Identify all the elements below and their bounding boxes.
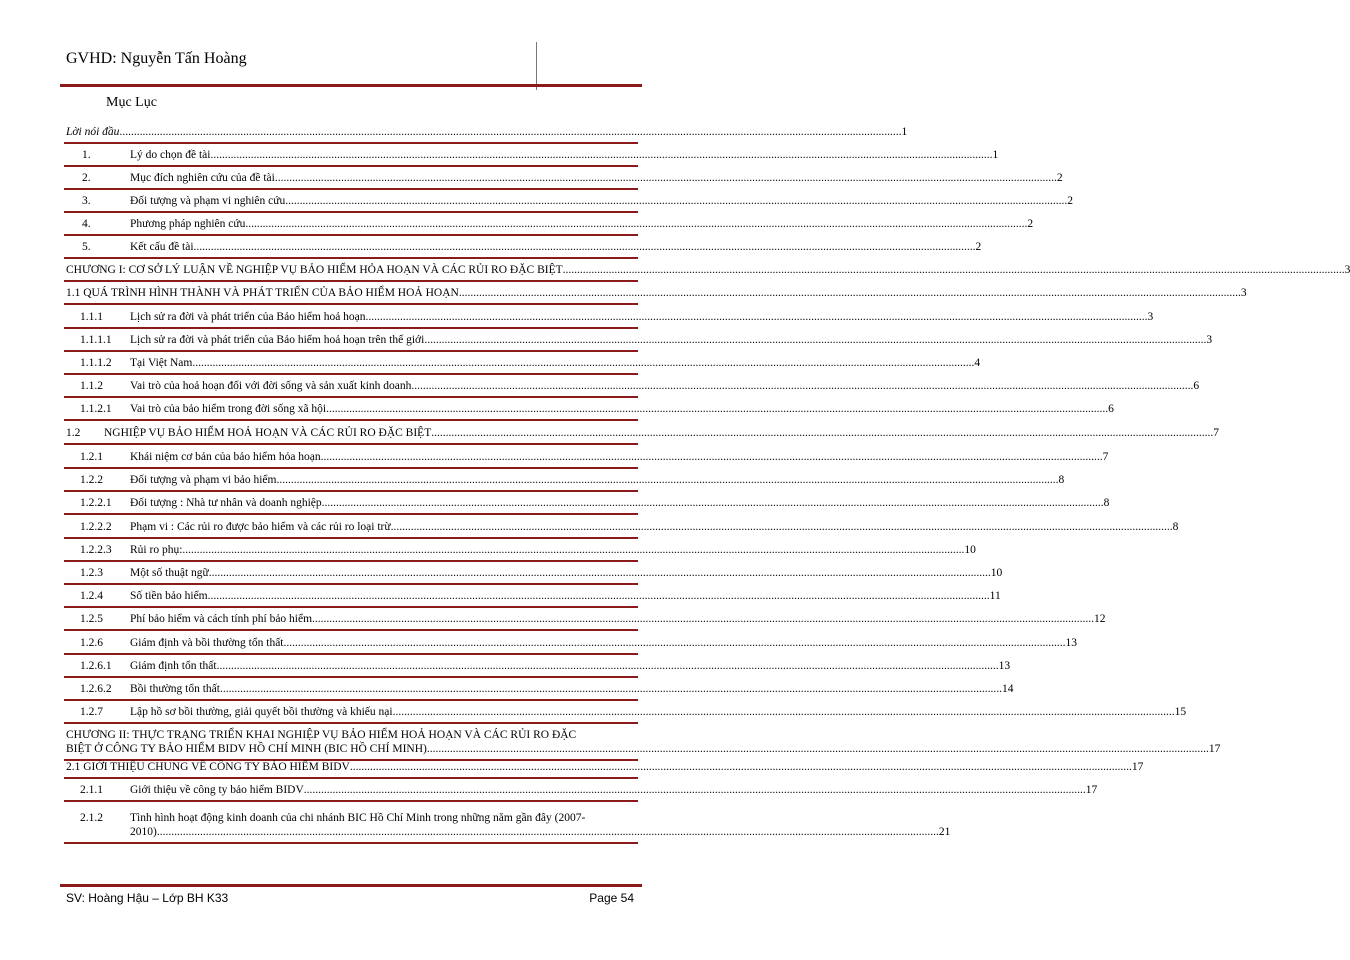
- toc-entry[interactable]: [66, 333, 1213, 347]
- toc-entry-title: Lý do chọn đề tài: [130, 149, 211, 161]
- toc-entry-title-line1: CHƯƠNG II: THỰC TRẠNG TRIỂN KHAI NGHIỆP VỤ BẢO HIỂM HOẢ HOẠN VÀ CÁC RỦI RO ĐẶC: [66, 729, 577, 741]
- toc-leader-dots: [563, 263, 1345, 277]
- toc-entry[interactable]: [66, 450, 1109, 464]
- toc-entry-page: 7: [1102, 451, 1109, 463]
- toc-entry[interactable]: [66, 659, 1011, 673]
- toc-leader-dots: [194, 240, 976, 254]
- toc-entry[interactable]: [66, 783, 1098, 797]
- toc-entry-number: 1.2.3: [80, 567, 103, 579]
- toc-entry-title: 2.1 GIỚI THIỆU CHUNG VỀ CÔNG TY BẢO HIỂM BIDV: [66, 761, 350, 773]
- toc-entry-page: 2: [1067, 195, 1073, 207]
- toc-entry-number: 1.2.1: [80, 451, 103, 463]
- toc-leader-dots: [220, 682, 1002, 696]
- toc-entry-page: 3: [1240, 287, 1247, 299]
- toc-row-rule: [64, 722, 638, 724]
- toc-entry-number: 1.2.2.1: [80, 497, 112, 509]
- toc-leader-dots: [391, 520, 1173, 534]
- toc-entry-title: NGHIỆP VỤ BẢO HIỂM HOẢ HOẠN VÀ CÁC RỦI RO ĐẶC BIỆT: [104, 427, 432, 439]
- toc-entry-page: 17: [1131, 761, 1144, 773]
- header-rule: [60, 84, 642, 87]
- toc-row-rule: [64, 373, 638, 375]
- toc-entry-title: 2010): [130, 826, 157, 838]
- toc-leader-dots: [312, 612, 1094, 626]
- toc-entry-number: 1.2.7: [80, 706, 103, 718]
- toc-entry-page: 11: [989, 590, 1001, 602]
- toc-entry-title: Một số thuật ngữ: [130, 567, 209, 579]
- toc-row-rule: [64, 560, 638, 562]
- toc-entry-number: 1.1.1.2: [80, 357, 112, 369]
- toc-entry[interactable]: [66, 310, 1154, 324]
- toc-entry-title: Vai trò của hoả hoạn đối với đời sống và sản xuất kinh doanh: [130, 380, 412, 392]
- toc-entry[interactable]: [66, 543, 976, 557]
- toc-entry-title: Số tiền bảo hiểm: [130, 590, 208, 602]
- toc-leader-dots: [192, 356, 974, 370]
- toc-entry-number: 1.1.2: [80, 380, 103, 392]
- toc-entry-title: Lịch sử ra đời và phát triển của Bảo hiểm hoả hoạn trên thế giới: [130, 334, 425, 346]
- toc-entry-title: Phí bảo hiểm và cách tính phí bảo hiểm: [130, 613, 313, 625]
- toc-leader-dots: [431, 426, 1213, 440]
- toc-leader-dots: [393, 705, 1175, 719]
- toc-entry-page: 4: [974, 357, 981, 369]
- toc-entry-number: 1.: [82, 149, 91, 161]
- toc-leader-dots: [119, 125, 901, 139]
- toc-entry-number: 1.1.1.1: [80, 334, 112, 346]
- toc-entry[interactable]: [66, 589, 1001, 603]
- toc-row-rule: [64, 467, 638, 469]
- toc-entry-page: 2: [1056, 172, 1063, 184]
- toc-entry-number: 1.2.2.2: [80, 521, 112, 533]
- toc-entry-number: 1.2.4: [80, 590, 103, 602]
- toc-entry-number: 2.: [82, 172, 91, 184]
- toc-entry[interactable]: [66, 682, 1014, 696]
- toc-entry-title: Mục đích nghiên cứu của đề tài: [130, 172, 275, 184]
- toc-entry-page: 14: [1001, 683, 1014, 695]
- toc-entry[interactable]: [66, 217, 1034, 231]
- toc-entry-page: 17: [1208, 743, 1221, 755]
- toc-entry-page: 2: [975, 241, 982, 253]
- toc-entry-page: 1: [992, 149, 999, 161]
- footer-page-number: Page 54: [589, 891, 634, 905]
- toc-entry[interactable]: [66, 496, 1110, 510]
- toc-leader-dots: [209, 566, 991, 580]
- toc-entry[interactable]: [66, 148, 999, 162]
- toc-leader-dots: [245, 217, 1027, 231]
- toc-leader-dots: [217, 659, 999, 673]
- toc-entry-title: Lịch sử ra đời và phát triển của Bảo hiểm hoả hoạn: [130, 311, 366, 323]
- toc-entry[interactable]: [66, 263, 1350, 277]
- toc-leader-dots: [284, 636, 1066, 650]
- toc-row-rule: [64, 165, 638, 167]
- toc-entry-page: 2: [1027, 218, 1034, 230]
- toc-entry-page: 13: [998, 660, 1011, 672]
- toc-leader-dots: [304, 783, 1086, 797]
- toc-row-rule: [64, 303, 638, 305]
- toc-row-rule: [64, 800, 638, 802]
- toc-leader-dots: [210, 148, 992, 162]
- toc-entry-title: Kết cấu đề tài: [130, 241, 194, 253]
- toc-entry[interactable]: [66, 379, 1200, 393]
- toc-entry-page: 17: [1085, 784, 1098, 796]
- toc-entry[interactable]: [66, 402, 1114, 416]
- toc-entry-page: 10: [990, 567, 1003, 579]
- toc-leader-dots: [321, 450, 1103, 464]
- toc-entry-title: Đối tượng : Nhà tư nhân và doanh nghiệp: [130, 497, 322, 509]
- toc-entry-title: Đối tượng và phạm vi bảo hiểm: [130, 474, 277, 486]
- toc-title: Mục Lục: [106, 95, 157, 110]
- toc-entry-title: Phạm vi : Các rủi ro được bảo hiểm và các rủi ro loại trừ: [130, 521, 391, 533]
- toc-row-rule: [64, 606, 638, 608]
- toc-entry-page: 8: [1103, 497, 1110, 509]
- toc-entry-page: 1: [901, 126, 908, 138]
- toc-entry[interactable]: [66, 705, 1187, 719]
- toc-entry-title: Vai trò của bảo hiểm trong đời sống xã hội: [130, 403, 327, 415]
- toc-leader-dots: [208, 589, 990, 603]
- toc-leader-dots: [322, 496, 1104, 510]
- toc-entry[interactable]: [66, 811, 951, 839]
- toc-entry-number: 2.1.1: [80, 784, 103, 796]
- toc-entry-page: 13: [1065, 637, 1077, 649]
- toc-entry-title: Tại Việt Nam: [130, 357, 193, 369]
- toc-entry-title: Đối tượng và phạm vi nghiên cứu: [130, 195, 286, 207]
- header-divider: [536, 42, 537, 90]
- toc-entry-page: 15: [1174, 706, 1187, 718]
- toc-leader-dots: [350, 760, 1132, 774]
- toc-entry[interactable]: [66, 760, 1144, 774]
- toc-entry[interactable]: [66, 728, 1221, 756]
- toc-row-rule: [64, 234, 638, 236]
- toc-row-rule: [64, 419, 638, 421]
- toc-entry[interactable]: [66, 286, 1247, 300]
- toc-entry[interactable]: [66, 356, 981, 370]
- toc-entry-page: 3: [1344, 264, 1350, 276]
- toc-row-rule: [64, 676, 638, 678]
- toc-row-rule: [64, 211, 638, 213]
- footer-student: SV: Hoàng Hậu – Lớp BH K33: [66, 891, 229, 905]
- toc-leader-dots: [459, 286, 1241, 300]
- footer-rule: [60, 884, 642, 887]
- toc-entry-title: Giám định và bồi thường tổn thất: [130, 637, 284, 649]
- toc-entry-title: Phương pháp nghiên cứu: [130, 218, 246, 230]
- toc-entry-title: Rủi ro phụ:: [130, 544, 183, 556]
- toc-entry-number: 1.1.2.1: [80, 403, 112, 415]
- toc-row-rule: [64, 142, 638, 144]
- toc-entry[interactable]: [66, 171, 1063, 185]
- toc-row-rule: [64, 513, 638, 515]
- toc-entry-page: 10: [964, 544, 976, 556]
- toc-entry[interactable]: [66, 612, 1106, 626]
- toc-entry-page: 12: [1094, 613, 1106, 625]
- toc-entry-number: 5.: [82, 241, 91, 253]
- toc-entry-page: 7: [1213, 427, 1219, 439]
- toc-leader-dots: [157, 825, 939, 839]
- toc-entry-title: Khái niệm cơ bản của bảo hiểm hỏa hoạn: [130, 451, 321, 463]
- toc-entry[interactable]: [66, 240, 982, 254]
- toc-row-rule: [64, 537, 638, 539]
- toc-row-rule: [64, 443, 638, 445]
- toc-entry-page: 8: [1172, 521, 1179, 533]
- toc-row-rule: [64, 653, 638, 655]
- toc-leader-dots: [326, 402, 1108, 416]
- toc-entry-page: 6: [1108, 403, 1114, 415]
- toc-entry-title: CHƯƠNG I: CƠ SỞ LÝ LUẬN VỀ NGHIỆP VỤ BẢO HIỂM HỎA HOẠN VÀ CÁC RỦI RO ĐẶC BIỆT: [66, 264, 563, 276]
- toc-entry-title: Lập hồ sơ bồi thường, giải quyết bồi thường và khiếu nại: [130, 706, 393, 718]
- toc-row-rule: [64, 257, 638, 259]
- toc-entry-page: 8: [1058, 474, 1065, 486]
- toc-leader-dots: [424, 333, 1206, 347]
- toc-entry[interactable]: [66, 194, 1073, 208]
- header-title: GVHD: Nguyễn Tấn Hoàng: [66, 50, 247, 67]
- toc-leader-dots: [275, 171, 1057, 185]
- toc-leader-dots: [366, 310, 1148, 324]
- toc-entry-number: 1.2.2.3: [80, 544, 112, 556]
- toc-row-rule: [64, 280, 638, 282]
- toc-entry-page: 3: [1206, 334, 1213, 346]
- toc-entry-number: 1.1.1: [80, 311, 103, 323]
- toc-entry-number: 1.2.5: [80, 613, 103, 625]
- toc-row-rule: [64, 490, 638, 492]
- toc-entry-title: Giới thiệu về công ty bảo hiểm BIDV: [130, 784, 304, 796]
- toc-row-rule: [64, 777, 638, 779]
- toc-row-rule: [64, 188, 638, 190]
- toc-entry-page: 6: [1193, 380, 1200, 392]
- toc-entry[interactable]: [66, 636, 1077, 650]
- toc-entry-title: Lời nói đầu: [66, 126, 120, 138]
- toc-entry-title: Giám định tổn thất: [130, 660, 217, 672]
- toc-row-rule: [64, 396, 638, 398]
- toc-entry-number: 3.: [82, 195, 91, 207]
- toc-entry-page: 21: [938, 826, 951, 838]
- toc-entry-number: 1.2: [66, 427, 81, 439]
- toc-entry-number: 1.2.6: [80, 637, 103, 649]
- toc-row-rule: [64, 583, 638, 585]
- toc-entry-title: BIỆT Ở CÔNG TY BẢO HIỂM BIDV HỒ CHÍ MINH (BIC HỒ CHÍ MINH): [66, 743, 427, 755]
- toc-row-rule: [64, 842, 638, 844]
- toc-leader-dots: [276, 473, 1058, 487]
- toc-row-rule: [64, 350, 638, 352]
- toc-entry[interactable]: [66, 125, 908, 139]
- toc-leader-dots: [411, 379, 1193, 393]
- toc-leader-dots: [427, 742, 1209, 756]
- toc-entry-number: 1.2.2: [80, 474, 103, 486]
- toc-entry[interactable]: [66, 473, 1065, 487]
- toc-entry-title: 1.1 QUÁ TRÌNH HÌNH THÀNH VÀ PHÁT TRIỂN CỦA BẢO HIỂM HOẢ HOẠN: [66, 287, 459, 299]
- toc-entry-number: 2.1.2: [80, 812, 103, 824]
- toc-entry-number: 1.2.6.1: [80, 660, 112, 672]
- toc-entry-number: 4.: [82, 218, 91, 230]
- toc-row-rule: [64, 327, 638, 329]
- toc-entry-number: 1.2.6.2: [80, 683, 112, 695]
- toc-entry-title: Bồi thường tổn thất: [130, 683, 220, 695]
- toc-leader-dots: [182, 543, 964, 557]
- toc-row-rule: [64, 629, 638, 631]
- toc-entry[interactable]: [66, 566, 1003, 580]
- toc-leader-dots: [285, 194, 1067, 208]
- toc-entry-page: 3: [1147, 311, 1154, 323]
- toc-row-rule: [64, 699, 638, 701]
- toc-entry[interactable]: [66, 520, 1179, 534]
- toc-entry[interactable]: [66, 426, 1219, 440]
- toc-entry-title-line1: Tình hình hoạt động kinh doanh của chi nhánh BIC Hồ Chí Minh trong những năm gần đây (2007-: [130, 812, 586, 824]
